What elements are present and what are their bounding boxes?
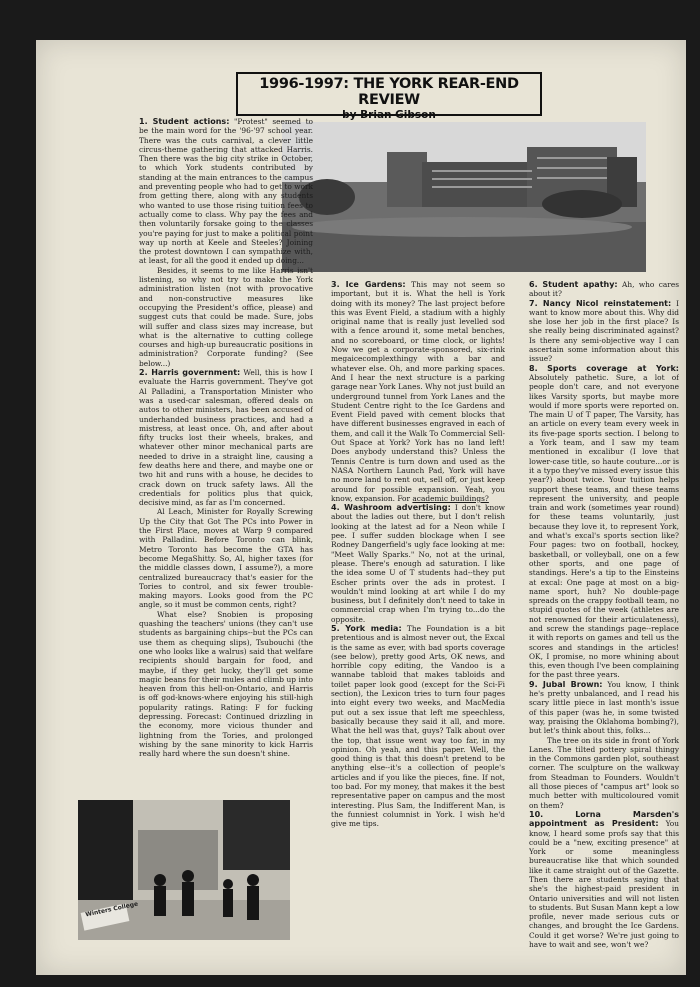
item-lorna-marsden — [529, 810, 679, 949]
heading-washroom-advertising: 4. Washroom advertising: — [331, 503, 451, 513]
article-byline: by Brian Gibson — [342, 109, 436, 121]
item-student-apathy — [529, 280, 679, 299]
item-jubal-brown — [529, 680, 679, 736]
heading-jubal-brown: 9. Jubal Brown: — [529, 679, 603, 689]
body-jubal-brown: You know, I think he's pretty unbalanced, and I read his scary little piece in last month's issue of this paper (was he, in some twisted way, praising the Oklahoma bombing?), but let's think about this, folks... — [529, 679, 679, 736]
item-harris-government — [139, 368, 313, 507]
heading-harris-government: 2. Harris government: — [139, 368, 241, 378]
column-2 — [331, 280, 505, 980]
item-al-leach: Al Leach, Minister for Royally Screwing Up the City that Got The PCs into Power in the First Place, moves at Warp 9 compared with Palladini. Before Toronto can blink, Metro Toronto has become the GTA has become MegaShitty. So, Al, higher taxes (for the middle classes down, I assume?), a more centralized bureaucracy that's easier for the Tories to control, and six fewer trouble-making mayors. Looks good from the PC angle, so it must be common cents, right? — [139, 507, 313, 610]
item-nancy-nicol — [529, 299, 679, 364]
body-washroom-advertising: I don't know about the ladies out there, but I don't relish looking at the latest ad for a Neon while I pee. I suffer sudden blockage when I see Rodney Dangerfield's ugly face looking at me: "Meet Wally Sparks." No, not at the urinal, please. There's enough ad saturation. I like the idea some U of T students had--they put Escher prints over the ads in protest. I wouldn't mind looking at art while I do my business, but I definitely don't need to take in commercial crap when I'm trying to...do the opposite. — [331, 503, 505, 624]
heading-student-apathy: 6. Student apathy: — [529, 280, 618, 289]
winters-college-sign: Winters College — [84, 900, 139, 919]
item-what-else: What else? Snobien is proposing quashing the teachers' unions (they can't use students as bargaining chips--but the PCs can use them as chequing slips), Tsubouchi (the one who looks like a walrus) said that welfare recipients should bargain for food, and maybe, if they get lucky, they'll get some magic beans for their mules and climb up into heaven from this hell-on-Ontario, and Harris is off god-knows-where enjoying his still-high popularity ratings. Rating: F for fucking depressing. Forecast: Continued drizzling in the economy, more vicious thunder and lightning from the Tories, and prolonged wishing by the sane minority to kick Harris really hard where the sun doesn't shine. — [139, 609, 313, 759]
winters-college-photo-graphic — [78, 800, 290, 940]
heading-student-actions: 1. Student actions: — [139, 117, 230, 126]
academic-buildings-link: academic buildings? — [412, 493, 489, 503]
heading-ice-gardens: 3. Ice Gardens: — [331, 280, 406, 289]
body-student-actions: "Protest" seemed to be the main word for the '96-'97 school year. There was the cuts carnival, a clever little circus-theme gathering that attacked Harris. Then there was the big city strike in October, to which York students contributed by standing at the main entrances to the campus and preventing people who had to get to work from getting there, along with any students who wanted to use those rising tuition fees to actually come to class. Why pay the fees and then voluntarily forsake going to the classes you're paying for just to make a political point way up north at Keele and Steeles? Joining the protest downtown I can sympathize with, at least, for all the good it ended up doing... — [139, 117, 313, 266]
column-3 — [529, 280, 679, 980]
item-sports-coverage — [529, 364, 679, 680]
winters-college-photo — [78, 800, 290, 940]
heading-nancy-nicol: 7. Nancy Nicol reinstatement: — [529, 298, 672, 308]
item-student-actions-cont: Besides, it seems to me like Harris isn't listening, so why not try to make the York administration listen (not with provocative and non-constructive measures like occupying the President's office, please) and suggest cuts that could be made. Sure, jobs will suffer and class sizes may increase, but what is the alternative to cutting college courses and high-up bureaucratic positions in administration? Corporate funding? (See below...) — [139, 265, 313, 368]
body-student-apathy: Ah, who cares about it? — [529, 280, 679, 299]
item-ice-gardens — [331, 280, 505, 503]
heading-york-media: 5. York media: — [331, 623, 402, 633]
body-lorna-marsden: You know, I heard some profs say that this could be a "new, exciting presence" at York or some meaningless bureaucratise like that which sounded like it came straight out of the Gazette. Then there are students saying that she's the highest-paid president in Ontario universities and will not listen to students. But Susan Mann kept a low profile, never made serious cuts or changes, and brought the Ice Gardens. Could it get worse? We're just going to have to wait and see, won't we? — [529, 819, 679, 950]
body-ice-gardens: This may not seem so important, but it is. What the hell is York doing with its money? The last project before this was Event Field, a stadium with a highly original name that is really just levelled sod with a fence around it, some metal benches, and no scoreboard, or time clock, or lights! Now we get a corporate-sponsored, six-rink megaicecomplexthingy with a bar and whatever else. Oh, and more parking spaces. And I hear the next structure is a parking garage near York Lanes. Why not just build an underground tunnel from York Lanes and the Student Centre right to the Ice Gardens and Event Field paved with cement blocks that have different businesses engraved in each of them, and call it the Walk To Commercial Sell-Out Space at York? York has no land left! Does anybody understand this? Unless the Tennis Centre is turn down and used as the NASA Northern Launch Pad, York will have no more land to rent out, sell off, or just keep around for possible expansion. Yeah, you know, expansion. For — [331, 280, 505, 503]
item-student-actions — [139, 117, 313, 266]
body-nancy-nicol: I want to know more about this. Why did she lose her job in the first place? Is she really being discriminated against? Is there any semi-objective way I can ascertain some information about this issue? — [529, 298, 679, 364]
body-york-media: The Foundation is a bit pretentious and is almost never out, the Excal is the same as ever, with bad sports coverage (see below), pretty good Arts, OK news, and horrible copy editing, the Vandoo is a wannabe tabloid that makes tabloids and toilet paper look good (except for the Sci-Fi section), the Lexicon tries to turn four pages into eight every two weeks, and MacMedia put out a sex issue that left me speechless, basically because they said it all, and more. What the hell was that, guys? Talk about over the top, that issue went way too far, in my opinion. Oh yeah, and this paper. Well, the good thing is that this doesn't pretend to be anything else--it's a collection of people's articles and if you like the pieces, fine. If not, too bad. For my money, that makes it the best representative paper on campus and the most interesting. Plus Sam, the Indifferent Man, is the funniest columnist in York. I wish he'd give me tips. — [331, 623, 505, 829]
campus-photo — [282, 122, 646, 272]
heading-sports-coverage: 8. Sports coverage at York: — [529, 363, 679, 373]
column-1 — [139, 117, 313, 839]
heading-lorna-marsden: 10. Lorna Marsden's appointment as President: — [529, 809, 679, 829]
article-title: 1996-1997: THE YORK REAR-END REVIEW — [259, 76, 519, 108]
newspaper-page — [36, 40, 686, 975]
item-york-media — [331, 624, 505, 829]
item-campus-art: The tree on its side in front of York Lanes. The tilted pottery spiral thingy in the Commons garden plot, southeast corner. The sculpture on the walkway from Steadman to Founders. Wouldn't all those pieces of "campus art" look so much better with multicoloured vomit on them? — [529, 735, 679, 810]
article-masthead — [236, 72, 542, 121]
body-harris-government: Well, this is how I evaluate the Harris government. They've got Al Palladini, a Transportation Minister who was a used-car salesman, offered deals on autos to other ministers, has been accused of underhanded business practices, and had a mistress, at least once. Oh, and after about fifty trucks lost their wheels, brakes, and whatever other minor mechanical parts are needed to drive in a straight line, causing a few deaths here and there, and maybe one or two hit and runs with a house, he decides to crack down on truck safety laws. All the credentials for politics plus that quick, decisive mind, as far as I'm concerned. — [139, 368, 313, 508]
body-sports-coverage: Absolutely pathetic. Sure, a lot of people don't care, and not everyone likes Varsity sports, but maybe more would if more sports were reported on. The main U of T paper, The Varsity, has an article on every team every week in its five-page sports section. I belong to a York team, and I saw my team mentioned in excalibur (I love that lower-case title, so haute couture...or is it a typo they've missed every issue this year?) about twice. Your tuition helps support these teams, and these teams represent the university, and people train and work (sometimes year round) for these teams voluntarily, just because they love it, to represent York, and what's excal's sports section like? Four pages: two on football, hockey, basketball, or volleyball, one on a few other sports, and one page of standings. Here's a tip to the Einsteins at excal: One page at most on a big-name sport, huh? No double-page spreads on the crappy football team, no stupid quotes of the week (athletes are not renowned for their articulateness), and screw the standings page--replace it with reports on games and tell us the scores and standings in the articles! OK, I promise, no more whining about this, even though I've been complaining for the past three years. — [529, 372, 679, 680]
item-washroom-advertising — [331, 503, 505, 624]
campus-photo-graphic — [282, 122, 646, 272]
